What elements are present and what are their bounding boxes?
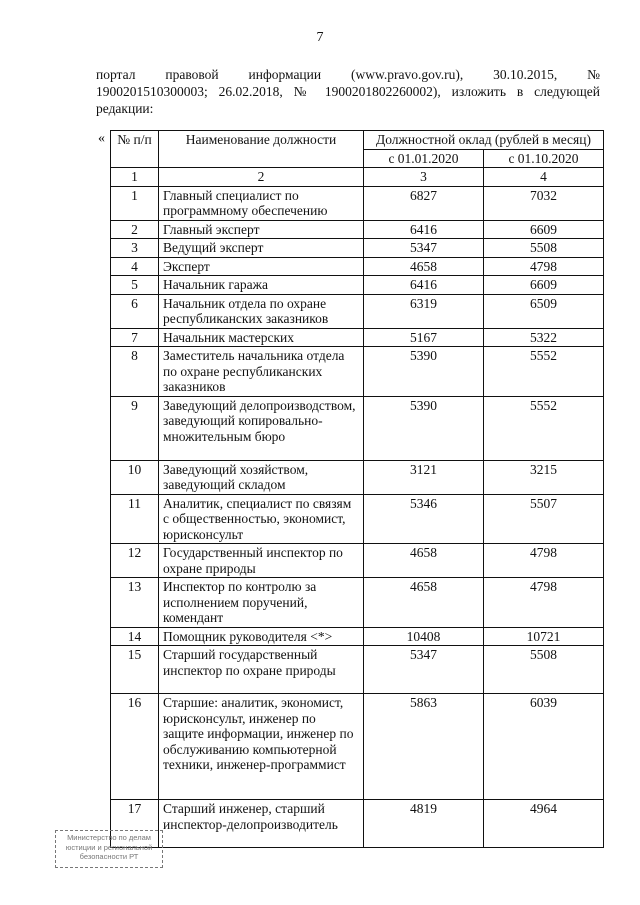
salary-2020-01: 4658 [364, 578, 484, 628]
table-header-row [111, 131, 604, 150]
salary-2020-01: 4819 [364, 800, 484, 848]
table-row [111, 494, 604, 544]
salary-2020-01: 4658 [364, 257, 484, 276]
salary-2020-10: 4798 [484, 257, 604, 276]
position-name: Эксперт [159, 257, 364, 276]
table-row [111, 578, 604, 628]
position-name: Начальник отдела по охране республиканских заказников [159, 294, 364, 328]
page-number: 7 [316, 30, 324, 45]
salary-2020-01: 5167 [364, 328, 484, 347]
position-name: Старшие: аналитик, экономист, юрисконсульт, инженер по защите информации, инженер по обслуживанию компьютерной техники, инженер-программист [159, 694, 364, 800]
stamp-line-2: юстиции и региональной [65, 842, 153, 852]
salary-2020-10: 6609 [484, 220, 604, 239]
salary-2020-01: 6416 [364, 276, 484, 295]
table-row [111, 239, 604, 258]
table-row [111, 694, 604, 800]
salary-2020-01: 6416 [364, 220, 484, 239]
position-name: Старший инженер, старший инспектор-делопроизводитель [159, 800, 364, 848]
position-name: Старший государственный инспектор по охране природы [159, 646, 364, 694]
index-cell: 4 [484, 168, 604, 187]
salary-2020-01: 5390 [364, 396, 484, 460]
salary-2020-01: 10408 [364, 627, 484, 646]
salary-2020-10: 5552 [484, 396, 604, 460]
intro-line-1: портал правовой информации (www.pravo.gov.ru), 30.10.2015, № [96, 67, 600, 82]
row-number: 3 [111, 239, 159, 258]
position-name: Начальник гаража [159, 276, 364, 295]
salary-2020-10: 7032 [484, 186, 604, 220]
intro-line-3: редакции: [96, 101, 154, 116]
salary-2020-10: 5507 [484, 494, 604, 544]
table-index-row [111, 168, 604, 187]
salary-2020-10: 6039 [484, 694, 604, 800]
position-name: Аналитик, специалист по связям с общественностью, экономист, юрисконсульт [159, 494, 364, 544]
salary-2020-10: 5508 [484, 646, 604, 694]
index-cell: 1 [111, 168, 159, 187]
salary-2020-10: 6609 [484, 276, 604, 295]
header-date-1: с 01.01.2020 [364, 149, 484, 168]
header-date-2: с 01.10.2020 [484, 149, 604, 168]
table-row [111, 646, 604, 694]
row-number: 2 [111, 220, 159, 239]
table-row [111, 627, 604, 646]
position-name: Главный эксперт [159, 220, 364, 239]
salary-2020-10: 5322 [484, 328, 604, 347]
header-num: № п/п [111, 131, 159, 168]
salary-2020-01: 6827 [364, 186, 484, 220]
row-number: 15 [111, 646, 159, 694]
salary-2020-01: 6319 [364, 294, 484, 328]
row-number: 14 [111, 627, 159, 646]
salary-table [110, 130, 604, 848]
table-row [111, 294, 604, 328]
row-number: 1 [111, 186, 159, 220]
registration-stamp [55, 830, 163, 868]
stamp-line-1: Министерство по делам [67, 833, 151, 842]
row-number: 5 [111, 276, 159, 295]
salary-2020-10: 3215 [484, 460, 604, 494]
row-number: 10 [111, 460, 159, 494]
intro-paragraph [96, 66, 600, 117]
table-row [111, 544, 604, 578]
salary-2020-01: 5346 [364, 494, 484, 544]
intro-line-2: 1900201510300003; 26.02.2018, № 1900201802260002), изложить в следующей [96, 84, 600, 99]
position-name: Главный специалист по программному обеспечению [159, 186, 364, 220]
salary-2020-01: 4658 [364, 544, 484, 578]
table-row [111, 257, 604, 276]
index-cell: 3 [364, 168, 484, 187]
position-name: Заведующий делопроизводством, заведующий копировально-множительным бюро [159, 396, 364, 460]
row-number: 7 [111, 328, 159, 347]
row-number: 12 [111, 544, 159, 578]
salary-2020-10: 6509 [484, 294, 604, 328]
table-row [111, 396, 604, 460]
row-number: 6 [111, 294, 159, 328]
row-number: 17 [111, 800, 159, 848]
position-name: Ведущий эксперт [159, 239, 364, 258]
position-name: Государственный инспектор по охране природы [159, 544, 364, 578]
position-name: Помощник руководителя <*> [159, 627, 364, 646]
salary-2020-10: 4964 [484, 800, 604, 848]
salary-2020-10: 5552 [484, 347, 604, 397]
salary-2020-10: 10721 [484, 627, 604, 646]
salary-2020-01: 5347 [364, 646, 484, 694]
position-name: Заведующий хозяйством, заведующий складом [159, 460, 364, 494]
header-salary: Должностной оклад (рублей в месяц) [364, 131, 604, 150]
row-number: 16 [111, 694, 159, 800]
position-name: Начальник мастерских [159, 328, 364, 347]
salary-2020-01: 3121 [364, 460, 484, 494]
salary-2020-01: 5390 [364, 347, 484, 397]
table-row [111, 800, 604, 848]
index-cell: 2 [159, 168, 364, 187]
position-name: Заместитель начальника отдела по охране республиканских заказников [159, 347, 364, 397]
position-name: Инспектор по контролю за исполнением поручений, комендант [159, 578, 364, 628]
salary-2020-01: 5347 [364, 239, 484, 258]
salary-2020-01: 5863 [364, 694, 484, 800]
header-position: Наименование должности [159, 131, 364, 168]
table-row [111, 328, 604, 347]
row-number: 4 [111, 257, 159, 276]
table-row [111, 347, 604, 397]
row-number: 11 [111, 494, 159, 544]
table-row [111, 220, 604, 239]
salary-2020-10: 4798 [484, 578, 604, 628]
salary-2020-10: 4798 [484, 544, 604, 578]
table-row [111, 186, 604, 220]
row-number: 13 [111, 578, 159, 628]
row-number: 8 [111, 347, 159, 397]
salary-2020-10: 5508 [484, 239, 604, 258]
opening-quote-mark: « [98, 131, 105, 146]
row-number: 9 [111, 396, 159, 460]
table-row [111, 460, 604, 494]
stamp-line-3: безопасности РТ [79, 852, 139, 861]
table-row [111, 276, 604, 295]
